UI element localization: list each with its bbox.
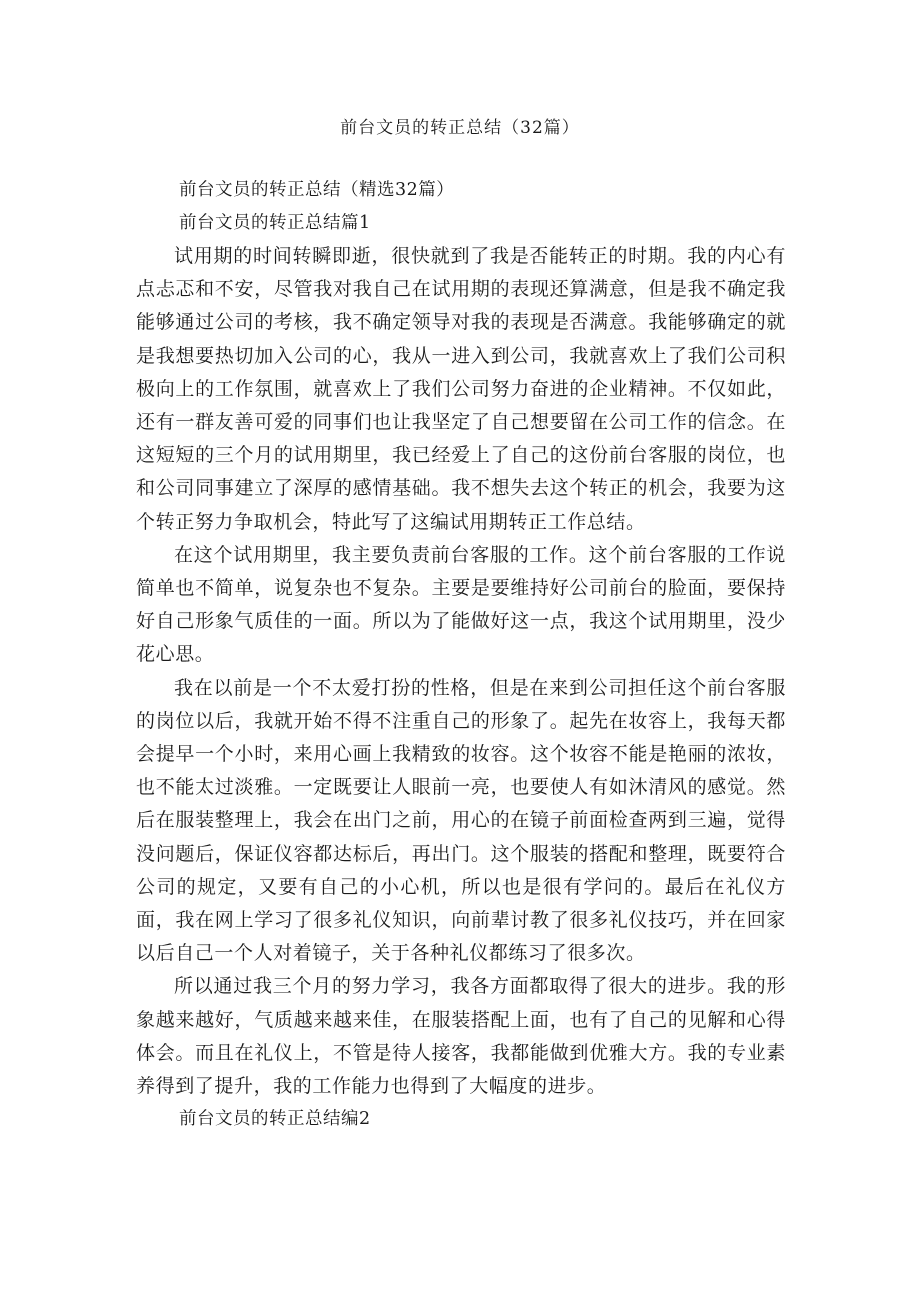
document-title: 前台文员的转正总结（32篇） bbox=[340, 118, 580, 138]
section-heading-1: 前台文员的转正总结篇1 bbox=[179, 213, 371, 233]
document-body bbox=[136, 174, 786, 1136]
paragraph-1: 试用期的时间转瞬即逝，很快就到了我是否能转正的时期。我的内心有点忐忑和不安，尽管我对我自己在试用期的表现还算满意，但是我不确定我能够通过公司的考核，我不确定领导对我的表现是否满意。我能够确定的就是我想要热切加入公司的心，我从一进入到公司，我就喜欢上了我们公司积极向上的工作氛围，就喜欢上了我们公司努力奋进的企业精神。不仅如此，还有一群友善可爱的同事们也让我坚定了自己想要留在公司工作的信念。在这短短的三个月的试用期里，我已经爱上了自己的这份前台客服的岗位，也和公司同事建立了深厚的感情基础。我不想失去这个转正的机会，我要为这个转正努力争取机会，特此写了这编试用期转正工作总结。 bbox=[136, 245, 786, 533]
paragraph-4: 所以通过我三个月的努力学习，我各方面都取得了很大的进步。我的形象越来越好，气质越来越来佳，在服装搭配上面，也有了自己的见解和心得体会。而且在礼仪上，不管是待人接客，我都能做到优雅大方。我的专业素养得到了提升，我的工作能力也得到了大幅度的进步。 bbox=[136, 975, 786, 1098]
paragraph-3: 我在以前是一个不太爱打扮的性格，但是在来到公司担任这个前台客服的岗位以后，我就开始不得不注重自己的形象了。起先在妆容上，我每天都会提早一个小时，来用心画上我精致的妆容。这个妆容不能是艳丽的浓妆，也不能太过淡雅。一定既要让人眼前一亮，也要使人有如沐清风的感觉。然后在服装整理上，我会在出门之前，用心的在镜子前面检查两到三遍，觉得没问题后，保证仪容都达标后，再出门。这个服装的搭配和整理，既要符合公司的规定，又要有自己的小心机，所以也是很有学问的。最后在礼仪方面，我在网上学习了很多礼仪知识，向前辈讨教了很多礼仪技巧，并在回家以后自己一个人对着镜子，关于各种礼仪都练习了很多次。 bbox=[136, 676, 786, 965]
section-heading-2: 前台文员的转正总结编2 bbox=[179, 1109, 371, 1130]
document-subtitle: 前台文员的转正总结（精选32篇） bbox=[179, 180, 455, 200]
paragraph-2: 在这个试用期里，我主要负责前台客服的工作。这个前台客服的工作说简单也不简单，说复杂也不复杂。主要是要维持好公司前台的脸面，要保持好自己形象气质佳的一面。所以为了能做好这一点，我这个试用期里，没少花心思。 bbox=[136, 543, 786, 666]
